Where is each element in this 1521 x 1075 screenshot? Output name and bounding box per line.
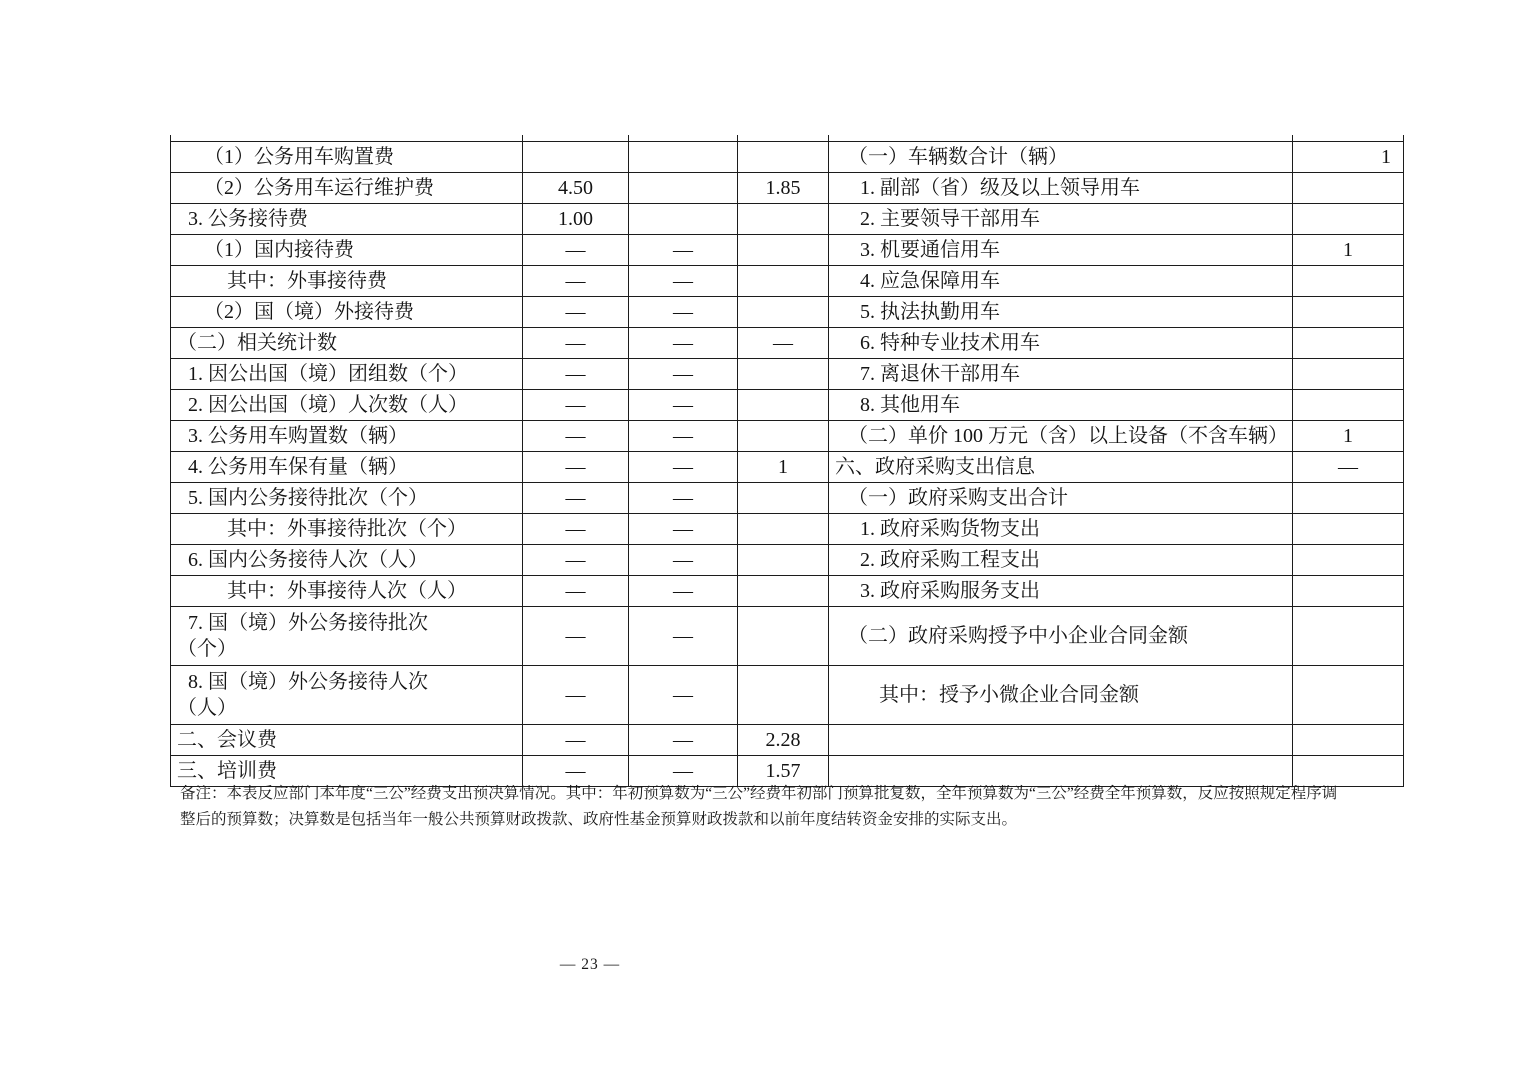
value-cell-c3: — bbox=[629, 328, 738, 359]
value-cell-c2: 1.00 bbox=[523, 204, 629, 235]
left-item-label-cell bbox=[171, 666, 523, 725]
value-cell-c4: 1.85 bbox=[738, 173, 829, 204]
left-item-label: 三、培训费 bbox=[177, 760, 277, 782]
left-item-label: 其中：外事接待人次（人） bbox=[227, 580, 467, 602]
value-cell-c4 bbox=[738, 666, 829, 725]
three-public-funds-table bbox=[170, 135, 1404, 787]
right-item-label-cell bbox=[829, 576, 1293, 607]
table-row bbox=[171, 359, 1404, 390]
value-cell-c4: 1 bbox=[738, 452, 829, 483]
right-item-label: 5. 执法执勤用车 bbox=[860, 301, 1000, 323]
value-cell-c2: — bbox=[523, 666, 629, 725]
value-cell-c3: — bbox=[629, 266, 738, 297]
value-cell-c6 bbox=[1293, 328, 1404, 359]
table-row bbox=[171, 390, 1404, 421]
table-row bbox=[171, 266, 1404, 297]
right-item-label: 1. 政府采购货物支出 bbox=[860, 518, 1040, 540]
table-row bbox=[171, 204, 1404, 235]
value-cell-c2: — bbox=[523, 235, 629, 266]
value-cell-c4 bbox=[738, 421, 829, 452]
page-number: — 23 — bbox=[559, 956, 621, 973]
value-cell-c6 bbox=[1293, 514, 1404, 545]
table-row bbox=[171, 576, 1404, 607]
value-cell-c6 bbox=[1293, 725, 1404, 756]
table-row bbox=[171, 452, 1404, 483]
value-cell-c4 bbox=[738, 607, 829, 666]
left-item-label: 3. 公务接待费 bbox=[188, 208, 308, 230]
value-cell-c4 bbox=[738, 576, 829, 607]
left-item-label: 7. 国（境）外公务接待批次 bbox=[188, 612, 428, 634]
value-cell-c2: — bbox=[523, 483, 629, 514]
value-cell-c2: — bbox=[523, 607, 629, 666]
left-item-label: 6. 国内公务接待人次（人） bbox=[188, 549, 428, 571]
value-cell-c6 bbox=[1293, 359, 1404, 390]
right-item-label-cell bbox=[829, 452, 1293, 483]
left-item-label: （2）公务用车运行维护费 bbox=[204, 177, 434, 199]
value-cell-c6 bbox=[1293, 390, 1404, 421]
value-cell-c3 bbox=[629, 173, 738, 204]
left-item-label-cell bbox=[171, 328, 523, 359]
value-cell-c3: — bbox=[629, 452, 738, 483]
right-item-label: 8. 其他用车 bbox=[860, 394, 960, 416]
right-item-label: 7. 离退休干部用车 bbox=[860, 363, 1020, 385]
value-cell-c3: — bbox=[629, 576, 738, 607]
left-item-label: 4. 公务用车保有量（辆） bbox=[188, 456, 408, 478]
right-item-label: 3. 政府采购服务支出 bbox=[860, 580, 1040, 602]
right-item-label-cell bbox=[829, 390, 1293, 421]
value-cell-c3: — bbox=[629, 297, 738, 328]
left-item-label-cell bbox=[171, 725, 523, 756]
table-row bbox=[171, 421, 1404, 452]
value-cell-c4 bbox=[738, 359, 829, 390]
table-row bbox=[171, 725, 1404, 756]
value-cell-c6: 1 bbox=[1293, 235, 1404, 266]
left-item-label-cell bbox=[171, 514, 523, 545]
left-item-label: （1）公务用车购置费 bbox=[204, 146, 394, 168]
value-cell-c4: 1.57 bbox=[738, 756, 829, 787]
value-cell-c2: — bbox=[523, 756, 629, 787]
value-cell-c2: — bbox=[523, 725, 629, 756]
right-item-label-cell bbox=[829, 204, 1293, 235]
value-cell-c6 bbox=[1293, 204, 1404, 235]
left-item-label-line2: （个） bbox=[177, 638, 237, 660]
table-row bbox=[171, 235, 1404, 266]
right-item-label-cell bbox=[829, 173, 1293, 204]
value-cell-c4: — bbox=[738, 328, 829, 359]
table-row bbox=[171, 545, 1404, 576]
right-item-label: （二）政府采购授予中小企业合同金额 bbox=[848, 625, 1188, 647]
right-item-label: （一）政府采购支出合计 bbox=[848, 487, 1068, 509]
value-cell-c4 bbox=[738, 204, 829, 235]
left-item-label-cell bbox=[171, 266, 523, 297]
left-item-label-cell bbox=[171, 452, 523, 483]
right-item-label: 6. 特种专业技术用车 bbox=[860, 332, 1040, 354]
right-item-label: （二）单价 100 万元（含）以上设备（不含车辆） bbox=[848, 425, 1288, 447]
footnote-line: 备注：本表反应部门本年度“三公”经费支出预决算情况。其中：年初预算数为“三公”经费年初部门预算批复数，全年预算数为“三公”经费全年预算数，反应按照规定程序调 bbox=[180, 785, 1338, 802]
value-cell-c6: — bbox=[1293, 452, 1404, 483]
value-cell-c2: — bbox=[523, 328, 629, 359]
value-cell-c6 bbox=[1293, 266, 1404, 297]
table-row bbox=[171, 514, 1404, 545]
right-item-label: 六、政府采购支出信息 bbox=[835, 456, 1035, 478]
value-cell-c2: — bbox=[523, 576, 629, 607]
value-cell-c4 bbox=[738, 514, 829, 545]
table-row bbox=[171, 142, 1404, 173]
left-item-label: 2. 因公出国（境）人次数（人） bbox=[188, 394, 468, 416]
value-cell-c4 bbox=[738, 545, 829, 576]
value-cell-c3: — bbox=[629, 607, 738, 666]
value-cell-c2: — bbox=[523, 514, 629, 545]
value-cell-c2: — bbox=[523, 266, 629, 297]
left-item-label: 5. 国内公务接待批次（个） bbox=[188, 487, 428, 509]
right-item-label-cell bbox=[829, 328, 1293, 359]
value-cell-c2: — bbox=[523, 545, 629, 576]
value-cell-c3: — bbox=[629, 514, 738, 545]
value-cell-c6 bbox=[1293, 576, 1404, 607]
left-item-label-cell bbox=[171, 204, 523, 235]
footnote bbox=[180, 781, 1412, 832]
left-item-label: 其中：外事接待批次（个） bbox=[227, 518, 467, 540]
left-item-label: （二）相关统计数 bbox=[177, 332, 337, 354]
table-row bbox=[171, 483, 1404, 514]
left-item-label: （2）国（境）外接待费 bbox=[204, 301, 414, 323]
value-cell-c3 bbox=[629, 204, 738, 235]
right-item-label-cell bbox=[829, 359, 1293, 390]
right-item-label-cell bbox=[829, 666, 1293, 725]
table-row bbox=[171, 173, 1404, 204]
value-cell-c2: — bbox=[523, 452, 629, 483]
value-cell-c4 bbox=[738, 142, 829, 173]
value-cell-c4 bbox=[738, 266, 829, 297]
value-cell-c3: — bbox=[629, 666, 738, 725]
left-item-label-cell bbox=[171, 483, 523, 514]
left-item-label: （1）国内接待费 bbox=[204, 239, 354, 261]
value-cell-c3: — bbox=[629, 483, 738, 514]
right-item-label-cell bbox=[829, 421, 1293, 452]
right-item-label: 1. 副部（省）级及以上领导用车 bbox=[860, 177, 1140, 199]
right-item-label-cell bbox=[829, 297, 1293, 328]
right-item-label-cell bbox=[829, 266, 1293, 297]
value-cell-c4 bbox=[738, 483, 829, 514]
left-item-label: 3. 公务用车购置数（辆） bbox=[188, 425, 408, 447]
value-cell-c6 bbox=[1293, 173, 1404, 204]
right-item-label-cell bbox=[829, 483, 1293, 514]
left-item-label-cell bbox=[171, 173, 523, 204]
value-cell-c3 bbox=[629, 142, 738, 173]
value-cell-c3: — bbox=[629, 235, 738, 266]
left-item-label: 8. 国（境）外公务接待人次 bbox=[188, 671, 428, 693]
right-item-label: 4. 应急保障用车 bbox=[860, 270, 1000, 292]
left-item-label-cell bbox=[171, 142, 523, 173]
right-item-label-cell bbox=[829, 235, 1293, 266]
right-item-label-cell bbox=[829, 607, 1293, 666]
value-cell-c6 bbox=[1293, 483, 1404, 514]
right-item-label: 2. 主要领导干部用车 bbox=[860, 208, 1040, 230]
table-row bbox=[171, 328, 1404, 359]
value-cell-c4: 2.28 bbox=[738, 725, 829, 756]
table-row bbox=[171, 607, 1404, 666]
left-item-label: 其中：外事接待费 bbox=[227, 270, 387, 292]
left-item-label-cell bbox=[171, 297, 523, 328]
left-item-label: 1. 因公出国（境）团组数（个） bbox=[188, 363, 468, 385]
right-item-label-cell bbox=[829, 142, 1293, 173]
value-cell-c4 bbox=[738, 235, 829, 266]
value-cell-c3: — bbox=[629, 545, 738, 576]
value-cell-c4 bbox=[738, 297, 829, 328]
value-cell-c3: — bbox=[629, 390, 738, 421]
table-row bbox=[171, 297, 1404, 328]
value-cell-c2: 4.50 bbox=[523, 173, 629, 204]
value-cell-c4 bbox=[738, 390, 829, 421]
value-cell-c6 bbox=[1293, 666, 1404, 725]
value-cell-c3: — bbox=[629, 756, 738, 787]
value-cell-c6: 1 bbox=[1293, 142, 1404, 173]
right-item-label: 2. 政府采购工程支出 bbox=[860, 549, 1040, 571]
value-cell-c6 bbox=[1293, 545, 1404, 576]
value-cell-c2: — bbox=[523, 390, 629, 421]
right-item-label: （一）车辆数合计（辆） bbox=[848, 146, 1068, 168]
value-cell-c2: — bbox=[523, 421, 629, 452]
value-cell-c6 bbox=[1293, 607, 1404, 666]
right-item-label-cell bbox=[829, 514, 1293, 545]
value-cell-c3: — bbox=[629, 421, 738, 452]
left-item-label-cell bbox=[171, 359, 523, 390]
value-cell-c2: — bbox=[523, 297, 629, 328]
right-item-label-cell bbox=[829, 545, 1293, 576]
right-item-label: 3. 机要通信用车 bbox=[860, 239, 1000, 261]
left-item-label-cell bbox=[171, 390, 523, 421]
left-item-label-cell bbox=[171, 421, 523, 452]
left-item-label-cell bbox=[171, 576, 523, 607]
left-item-label-cell bbox=[171, 545, 523, 576]
value-cell-c2: — bbox=[523, 359, 629, 390]
right-item-label-cell bbox=[829, 725, 1293, 756]
table-row bbox=[171, 666, 1404, 725]
left-item-label-cell bbox=[171, 607, 523, 666]
value-cell-c6: 1 bbox=[1293, 421, 1404, 452]
footnote-line: 整后的预算数；决算数是包括当年一般公共预算财政拨款、政府性基金预算财政拨款和以前年度结转资金安排的实际支出。 bbox=[180, 810, 1018, 828]
left-item-label-line2: （人） bbox=[177, 697, 237, 719]
left-item-label-cell bbox=[171, 235, 523, 266]
value-cell-c3: — bbox=[629, 725, 738, 756]
value-cell-c3: — bbox=[629, 359, 738, 390]
right-item-label: 其中：授予小微企业合同金额 bbox=[879, 684, 1139, 706]
left-item-label: 二、会议费 bbox=[177, 729, 277, 751]
value-cell-c6 bbox=[1293, 297, 1404, 328]
value-cell-c2 bbox=[523, 142, 629, 173]
